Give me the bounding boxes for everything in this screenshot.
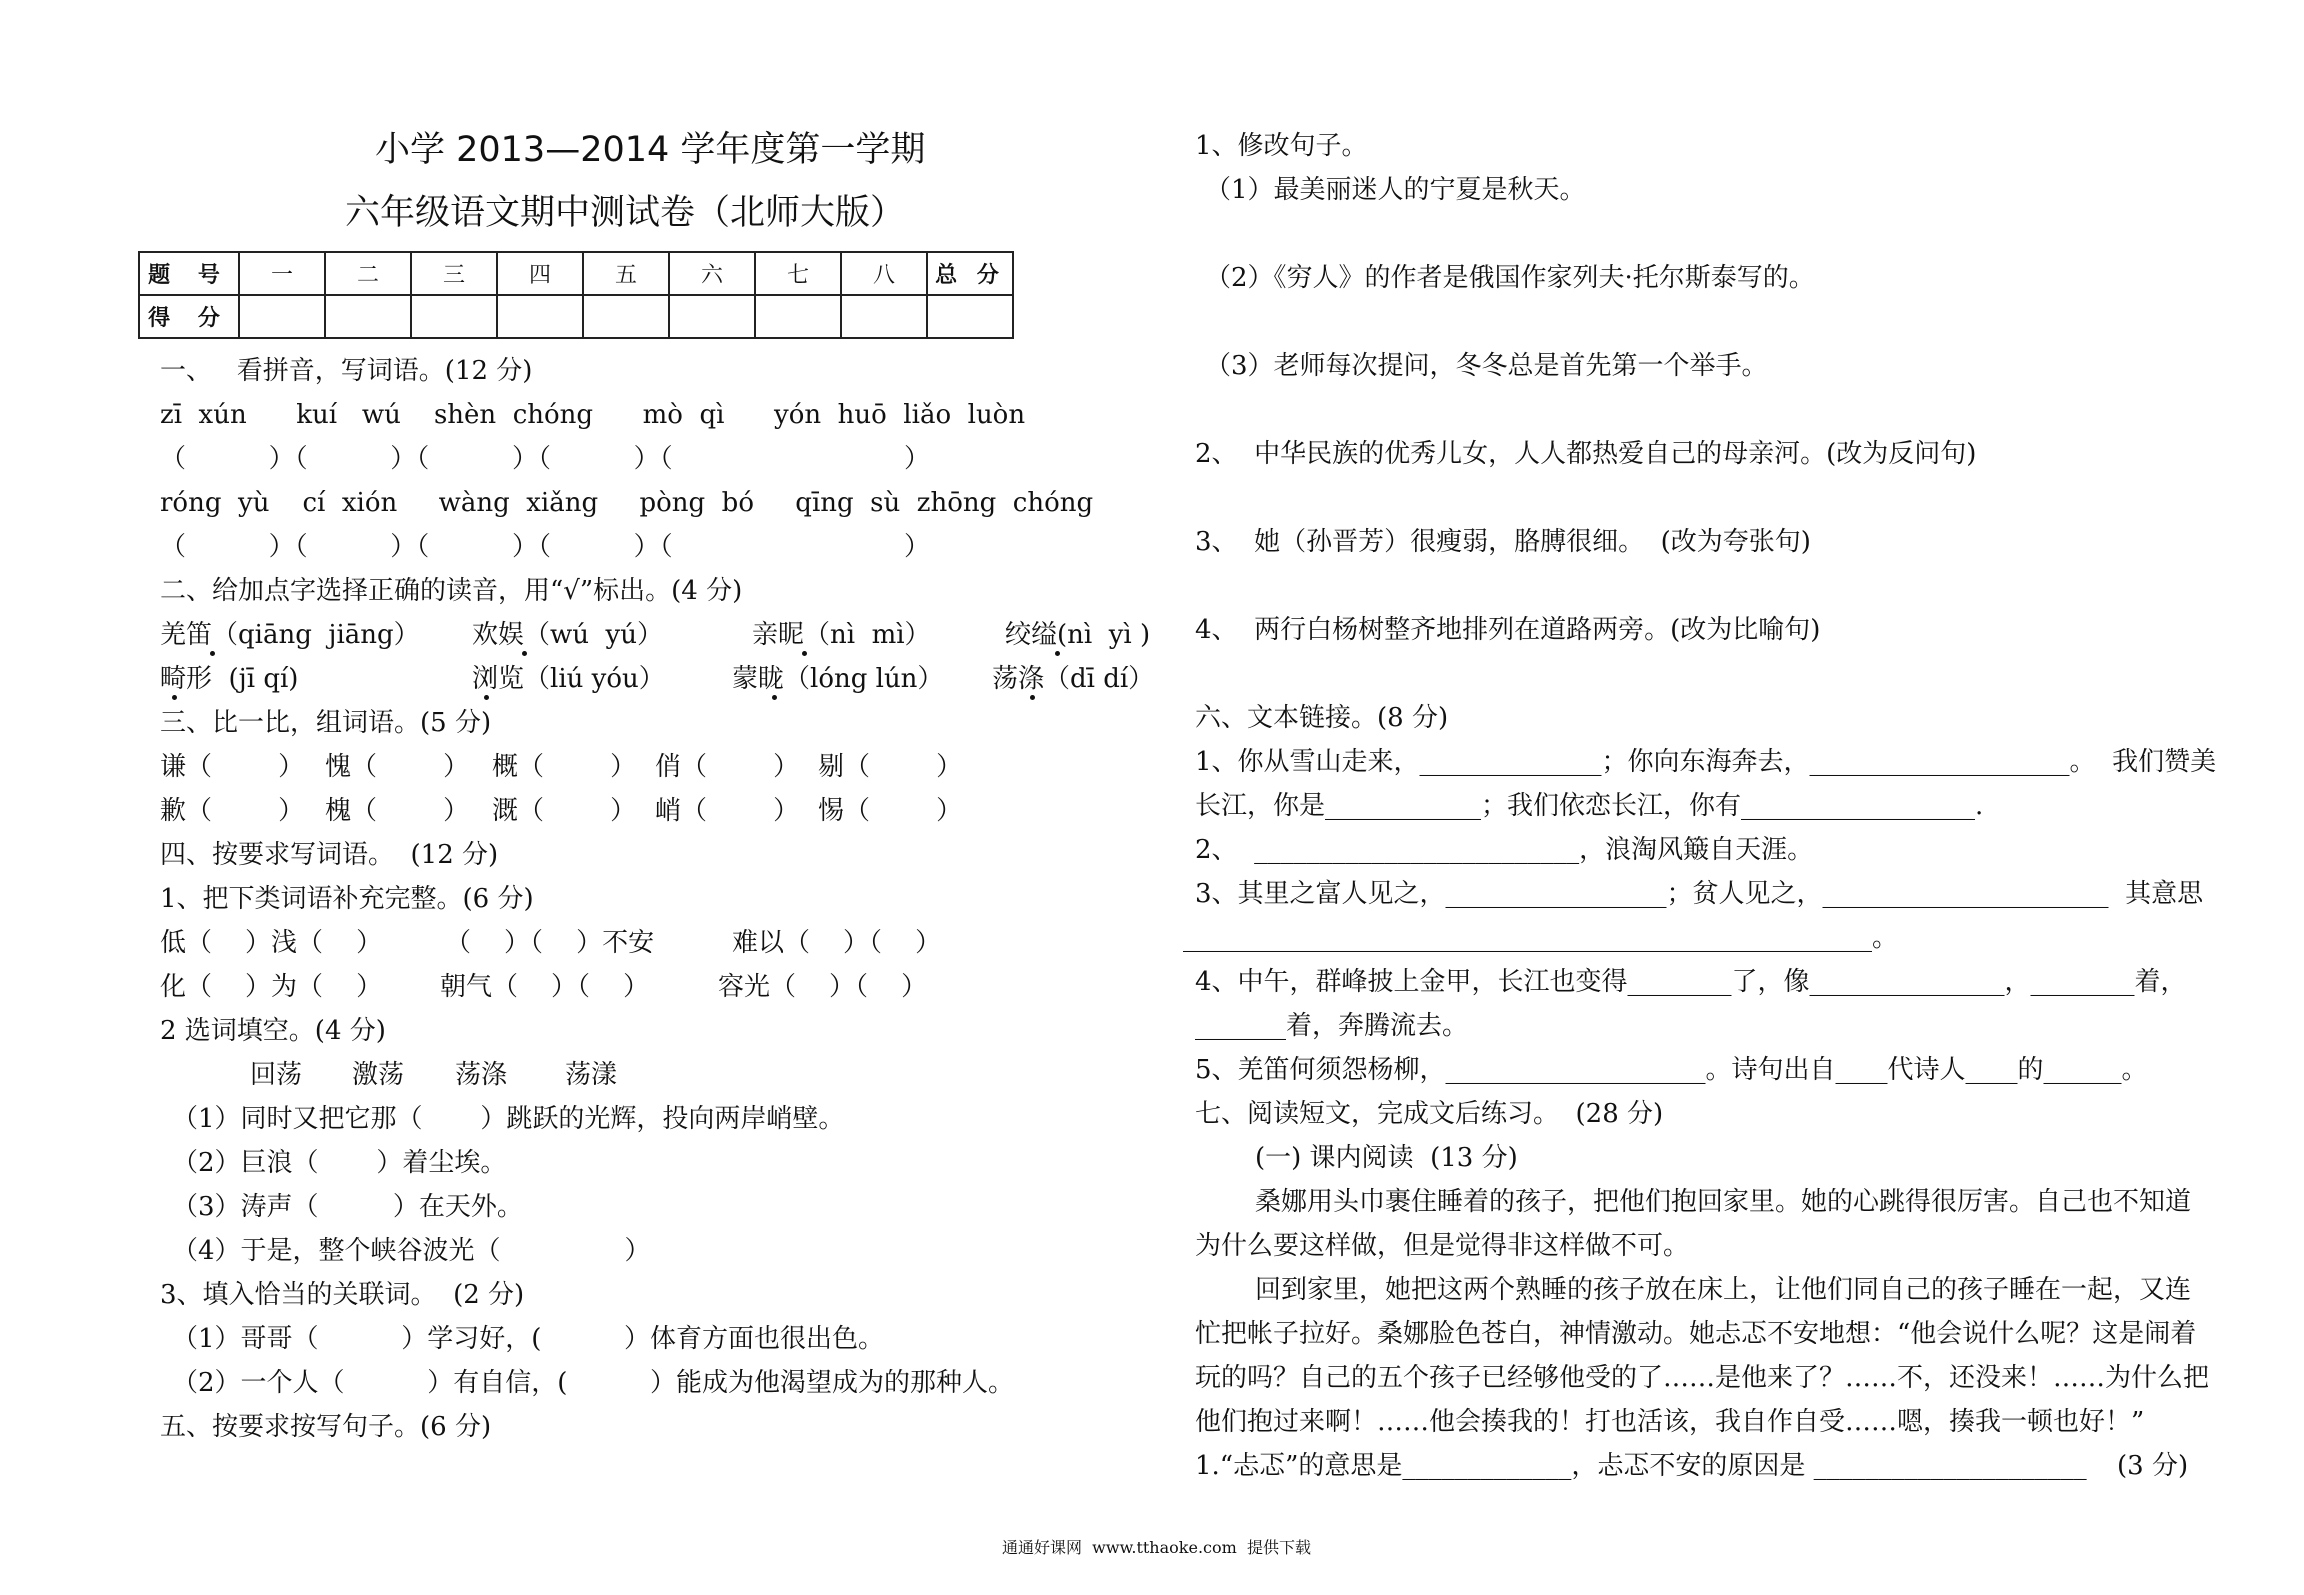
pronunciation-item[interactable]: 蒙眬（lóng lún） bbox=[732, 664, 944, 694]
score-table-header-row bbox=[139, 252, 1013, 295]
reading-passage-line: 为什么要这样做，但是觉得非这样做不可。 bbox=[1195, 1231, 1690, 1261]
section-1-heading: 一、 看拼音，写词语。(12 分) bbox=[160, 356, 533, 386]
score-cell-header: 二 bbox=[325, 252, 411, 295]
pronunciation-item[interactable]: 浏览（liú yóu） bbox=[472, 664, 665, 694]
score-table bbox=[138, 251, 1014, 339]
section-3-heading: 三、比一比，组词语。(5 分) bbox=[160, 708, 492, 738]
emphasis-dot bbox=[1055, 651, 1060, 656]
score-cell-label: 得 分 bbox=[139, 295, 239, 338]
emphasis-dot bbox=[172, 695, 177, 700]
answer-brackets-2[interactable]: （ ）（ ）（ ）（ ）（ ） bbox=[160, 532, 930, 562]
score-cell-blank[interactable] bbox=[841, 295, 927, 338]
reading-passage-line: 回到家里，她把这两个熟睡的孩子放在床上，让他们同自己的孩子睡在一起，又连 bbox=[1255, 1275, 2192, 1305]
fill-question[interactable]: （2）巨浪（ ）着尘埃。 bbox=[172, 1148, 507, 1178]
compare-item[interactable]: 溉（ ） bbox=[492, 796, 637, 826]
word-choice: 激荡 bbox=[352, 1060, 405, 1090]
fill-question[interactable]: （3）涛声（ ）在天外。 bbox=[172, 1192, 523, 1222]
compare-item[interactable]: 剔（ ） bbox=[818, 752, 963, 782]
word-choice: 回荡 bbox=[250, 1060, 303, 1090]
section-4-heading: 四、按要求写词语。 (12 分) bbox=[160, 840, 499, 870]
score-cell-header: 四 bbox=[497, 252, 583, 295]
text-link-line[interactable]: 长江，你是____________；我们依恋长江，你有__________________. bbox=[1195, 791, 1984, 821]
score-cell-blank[interactable] bbox=[583, 295, 669, 338]
emphasis-dot bbox=[210, 651, 215, 656]
subsection-4-2: 2 选词填空。(4 分) bbox=[160, 1016, 386, 1046]
reading-passage-line: 他们抱过来啊！……他会揍我的！打也活该，我自作自受……嗯，揍我一顿也好！” bbox=[1195, 1407, 2145, 1437]
score-cell-label: 题 号 bbox=[139, 252, 239, 295]
reading-passage-line: 玩的吗？自己的五个孩子已经够他受的了……是他来了？……不，还没来！……为什么把 bbox=[1195, 1363, 2210, 1393]
word-complete-item[interactable]: 低（ ）浅（ ） bbox=[160, 928, 383, 958]
compare-item[interactable]: 谦（ ） bbox=[160, 752, 305, 782]
pronunciation-item[interactable]: 荡涤（dī dí） bbox=[992, 664, 1155, 694]
compare-item[interactable]: 惕（ ） bbox=[818, 796, 963, 826]
score-cell-header: 七 bbox=[755, 252, 841, 295]
word-complete-item[interactable]: （ ）（ ）不安 bbox=[445, 928, 655, 958]
compare-item[interactable]: 俏（ ） bbox=[655, 752, 800, 782]
text-link-line[interactable]: 4、中午，群峰披上金甲，长江也变得________了，像_______________，________着， bbox=[1195, 967, 2187, 997]
score-cell-header: 三 bbox=[411, 252, 497, 295]
pronunciation-item[interactable]: 羌笛（qiāng jiāng） bbox=[160, 620, 420, 650]
pinyin-line-2: róng yù cí xión wàng xiǎng pòng bó qīng sù zhōng chóng bbox=[160, 488, 1094, 518]
subsection-4-1: 1、把下类词语补充完整。(6 分) bbox=[160, 884, 534, 914]
conjunction-question[interactable]: （1）哥哥（ ）学习好，( ）体育方面也很出色。 bbox=[172, 1324, 884, 1354]
score-cell-blank[interactable] bbox=[239, 295, 325, 338]
score-cell-blank[interactable] bbox=[497, 295, 583, 338]
word-complete-item[interactable]: 难以（ ）（ ） bbox=[732, 928, 942, 958]
score-cell-blank[interactable] bbox=[411, 295, 497, 338]
word-choice: 荡涤 bbox=[455, 1060, 508, 1090]
rewrite-sentence[interactable]: （1）最美丽迷人的宁夏是秋天。 bbox=[1205, 175, 1586, 205]
compare-item[interactable]: 峭（ ） bbox=[655, 796, 800, 826]
word-choice: 荡漾 bbox=[565, 1060, 618, 1090]
text-link-line[interactable]: _______着，奔腾流去。 bbox=[1195, 1011, 1469, 1041]
rewrite-heading: 1、修改句子。 bbox=[1195, 131, 1368, 161]
score-cell-blank[interactable] bbox=[325, 295, 411, 338]
text-link-line[interactable]: 3、其里之富人见之，_________________；贫人见之，______________________ 其意思 bbox=[1195, 879, 2204, 909]
exam-title-line1: 小学 2013—2014 学年度第一学期 bbox=[375, 130, 926, 170]
text-link-line[interactable]: 5、羌笛何须怨杨柳，____________________。诗句出自____代诗人____的______。 bbox=[1195, 1055, 2148, 1085]
section-7-heading: 七、阅读短文，完成文后练习。 (28 分) bbox=[1195, 1099, 1664, 1129]
answer-brackets-1[interactable]: （ ）（ ）（ ）（ ）（ ） bbox=[160, 444, 930, 474]
emphasis-dot bbox=[772, 695, 777, 700]
score-cell-total: 总 分 bbox=[927, 252, 1013, 295]
score-cell-header: 一 bbox=[239, 252, 325, 295]
fill-question[interactable]: （1）同时又把它那（ ）跳跃的光辉，投向两岸峭壁。 bbox=[172, 1104, 845, 1134]
reading-question-score: (3 分) bbox=[2117, 1451, 2189, 1481]
score-cell-blank[interactable] bbox=[755, 295, 841, 338]
word-complete-item[interactable]: 朝气（ ）（ ） bbox=[440, 972, 650, 1002]
score-table-score-row bbox=[139, 295, 1013, 338]
text-link-line[interactable]: _____________________________________________________。 bbox=[1183, 923, 1898, 953]
compare-item[interactable]: 槐（ ） bbox=[325, 796, 470, 826]
exam-title-line2: 六年级语文期中测试卷（北师大版） bbox=[345, 193, 906, 233]
reading-passage-line: 忙把帐子拉好。桑娜脸色苍白，神情激动。她忐忑不安地想：“他会说什么呢？这是闹着 bbox=[1195, 1319, 2197, 1349]
conjunction-question[interactable]: （2）一个人（ ）有自信，( ）能成为他渴望成为的那种人。 bbox=[172, 1368, 1014, 1398]
pinyin-line-1: zī xún kuí wú shèn chóng mò qì yón huō liǎo luòn bbox=[160, 400, 1026, 430]
emphasis-dot bbox=[1030, 695, 1035, 700]
score-cell-header: 六 bbox=[669, 252, 755, 295]
subsection-4-3: 3、填入恰当的关联词。 (2 分) bbox=[160, 1280, 525, 1310]
emphasis-dot bbox=[802, 651, 807, 656]
compare-item[interactable]: 歉（ ） bbox=[160, 796, 305, 826]
compare-item[interactable]: 概（ ） bbox=[492, 752, 637, 782]
reading-question[interactable]: 1.“忐忑”的意思是_____________，忐忑不安的原因是 _____________________ bbox=[1195, 1451, 2087, 1481]
footer-source: 通通好课网 www.tthaoke.com 提供下载 bbox=[1002, 1538, 1311, 1557]
section-2-heading: 二、给加点字选择正确的读音，用“√”标出。(4 分) bbox=[160, 576, 743, 606]
text-link-line[interactable]: 1、你从雪山走来，______________；你向东海奔去，____________________。 我们赞美 bbox=[1195, 747, 2217, 777]
reading-passage-line: 桑娜用头巾裹住睡着的孩子，把他们抱回家里。她的心跳得很厉害。自己也不知道 bbox=[1255, 1187, 2192, 1217]
word-complete-item[interactable]: 化（ ）为（ ） bbox=[160, 972, 383, 1002]
pronunciation-item[interactable]: 欢娱（wú yú） bbox=[472, 620, 663, 650]
score-cell-header: 八 bbox=[841, 252, 927, 295]
score-cell-header: 五 bbox=[583, 252, 669, 295]
pronunciation-item[interactable]: 畸形 (jī qí) bbox=[160, 664, 299, 694]
pronunciation-item[interactable]: 亲昵（nì mì） bbox=[752, 620, 931, 650]
score-cell-blank[interactable] bbox=[927, 295, 1013, 338]
transform-question[interactable]: 3、 她（孙晋芳）很瘦弱，胳膊很细。 (改为夸张句) bbox=[1195, 527, 1811, 557]
text-link-line[interactable]: 2、 _________________________，浪淘风簸自天涯。 bbox=[1195, 835, 1814, 865]
score-cell-blank[interactable] bbox=[669, 295, 755, 338]
transform-question[interactable]: 4、 两行白杨树整齐地排列在道路两旁。(改为比喻句) bbox=[1195, 615, 1821, 645]
section-5-heading: 五、按要求按写句子。(6 分) bbox=[160, 1412, 492, 1442]
section-6-heading: 六、文本链接。(8 分) bbox=[1195, 703, 1449, 733]
word-complete-item[interactable]: 容光（ ）（ ） bbox=[718, 972, 928, 1002]
fill-question[interactable]: （4）于是，整个峡谷波光（ ） bbox=[172, 1236, 651, 1266]
rewrite-sentence[interactable]: （3）老师每次提问，冬冬总是首先第一个举手。 bbox=[1205, 351, 1768, 381]
compare-item[interactable]: 愧（ ） bbox=[325, 752, 470, 782]
rewrite-sentence[interactable]: （2）《穷人》的作者是俄国作家列夫·托尔斯泰写的。 bbox=[1205, 263, 1815, 293]
emphasis-dot bbox=[522, 651, 527, 656]
transform-question[interactable]: 2、 中华民族的优秀儿女，人人都热爱自己的母亲河。(改为反问句) bbox=[1195, 439, 1977, 469]
pronunciation-item[interactable]: 绞缢(nì yì ) bbox=[1005, 620, 1151, 650]
reading-subheading: (一) 课内阅读 (13 分) bbox=[1255, 1143, 1518, 1173]
emphasis-dot bbox=[484, 695, 489, 700]
